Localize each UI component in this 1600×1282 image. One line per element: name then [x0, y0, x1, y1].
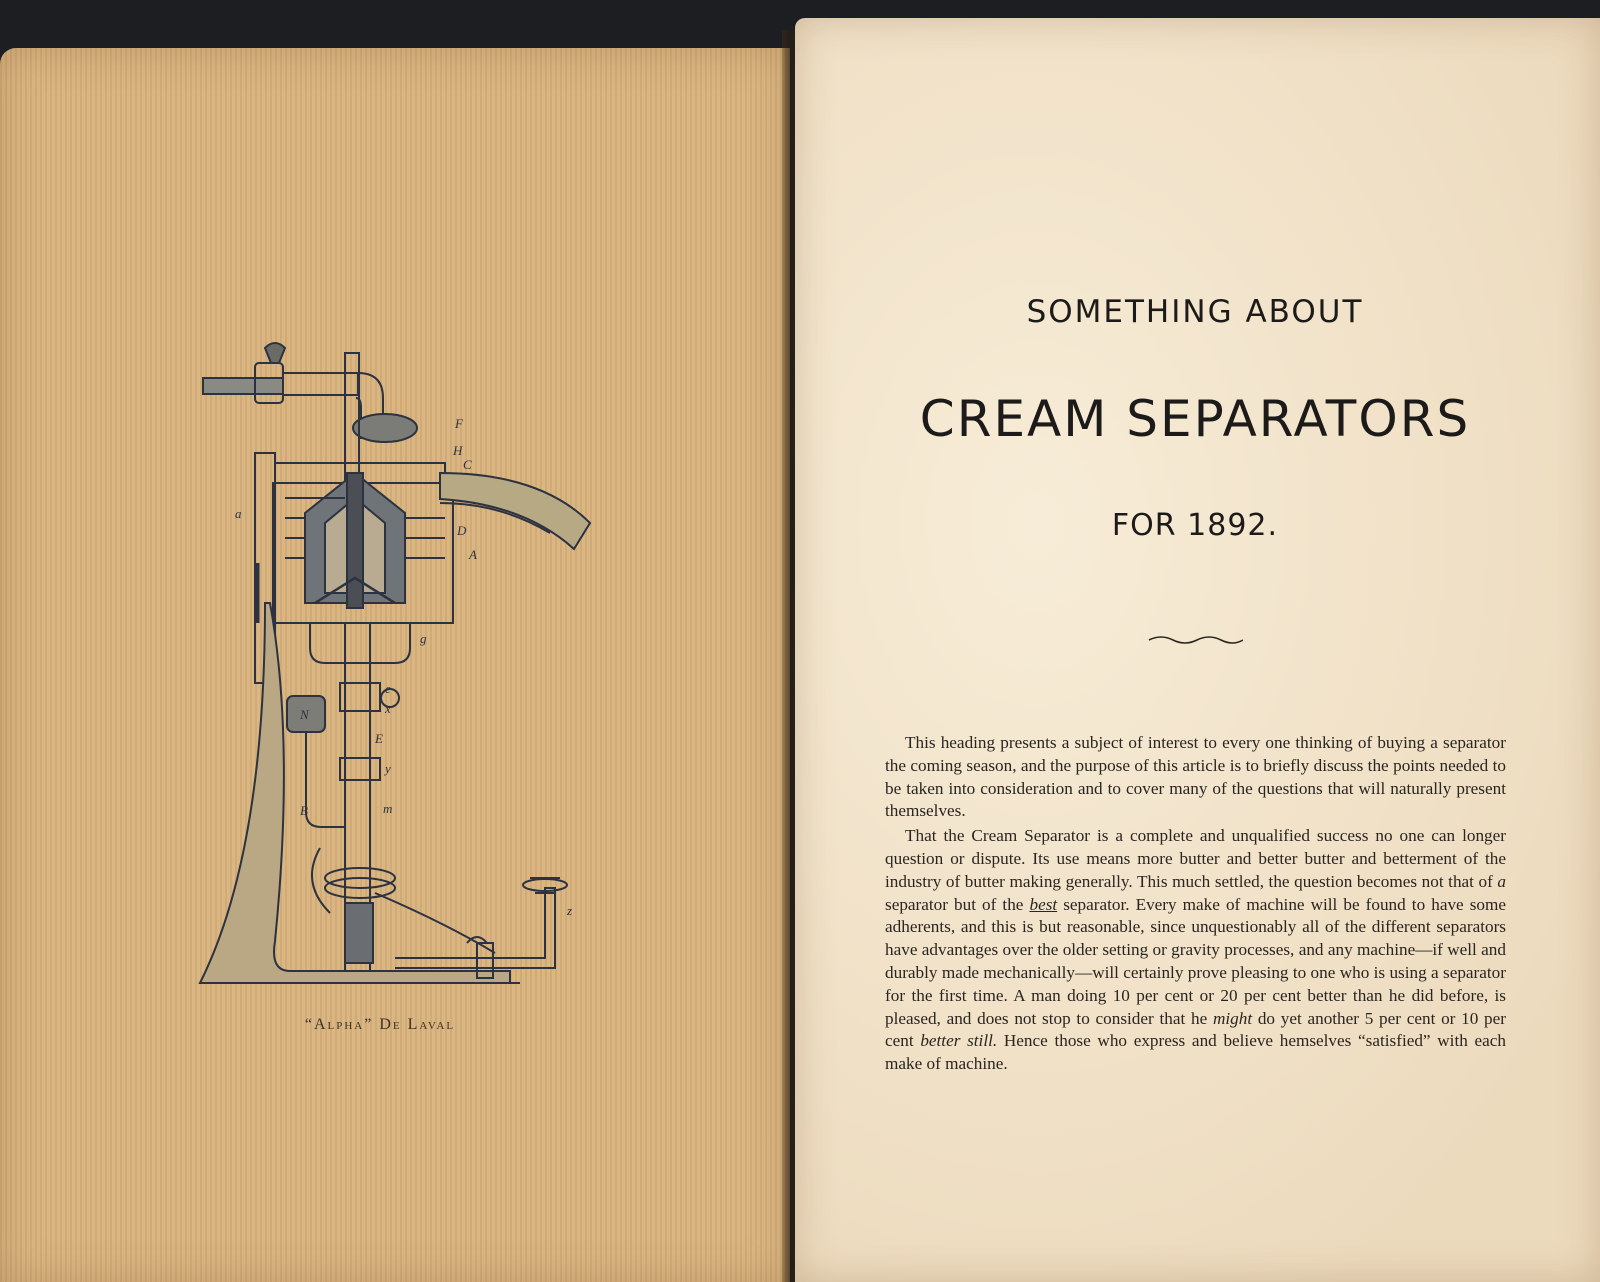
paragraph-2	[885, 825, 1506, 1076]
label-e: E	[375, 731, 383, 746]
label-d: D	[457, 523, 467, 538]
label-a-lower: a	[235, 506, 242, 521]
label-c: C	[463, 457, 472, 472]
emphasis-best: best	[1029, 894, 1058, 914]
heading-year: FOR 1892.	[1111, 508, 1279, 543]
paragraph-2-text-1: That the Cream Separator is a complete and unqualified success no one can longer question or dispute. Its use means more butter and better butter and betterment of the industry of butter making generally. This much settled, the question becomes not that of	[885, 826, 1506, 891]
label-n: N	[300, 707, 309, 722]
label-f: F	[455, 416, 463, 431]
paragraph-2-text-3: separator. Every make of machine will be found to have some adherents, and this is but reasonable, since unquestionably all of the different separators have advantages over the older setting or gravity processes, and any machine—if well and durably made mechanically—will certainly prove pleasing to one who is using a separator for the first time. A man doing 10 per cent or 20 per cent better than he did before, is pleased, and does not stop to consider that he	[885, 894, 1506, 1028]
label-e-lower: e	[385, 681, 391, 696]
emphasis-better-still: better still.	[920, 1031, 998, 1051]
paragraph-2-text-5: Hence those who express and believe hemselves “satisfied” with each make of machine.	[885, 1031, 1506, 1074]
paragraph-2-text-2: separator but of the	[885, 894, 1030, 914]
article-body	[885, 732, 1506, 1076]
paragraph-2-text-4: do yet another 5 per cent or 10 per cent	[885, 1008, 1506, 1051]
right-page	[795, 18, 1600, 1282]
heading-something-about: SOMETHING ABOUT	[1026, 294, 1364, 330]
label-y: y	[385, 761, 391, 776]
label-h: H	[453, 443, 463, 458]
emphasis-a: a	[1497, 871, 1506, 891]
heading-cream-separators: CREAM SEPARATORS	[919, 390, 1471, 448]
label-g: g	[420, 631, 427, 646]
label-b: B	[300, 803, 308, 818]
label-m: m	[383, 801, 393, 816]
label-z: z	[567, 903, 573, 918]
ornament-divider	[1147, 632, 1243, 646]
left-page	[0, 48, 790, 1282]
label-a-upper: A	[469, 547, 477, 562]
emphasis-might: might	[1212, 1008, 1253, 1028]
label-x: x	[385, 701, 391, 716]
paragraph-1: This heading presents a subject of interest to every one thinking of buying a separator the coming season, and the purpose of this article is to briefly discuss the points needed to be taken into consideration and to cover many of the questions that will naturally present themselves.	[885, 733, 1506, 821]
cream-separator-illustration	[195, 303, 595, 1013]
illustration-caption: “Alpha” De Laval	[304, 1016, 456, 1033]
